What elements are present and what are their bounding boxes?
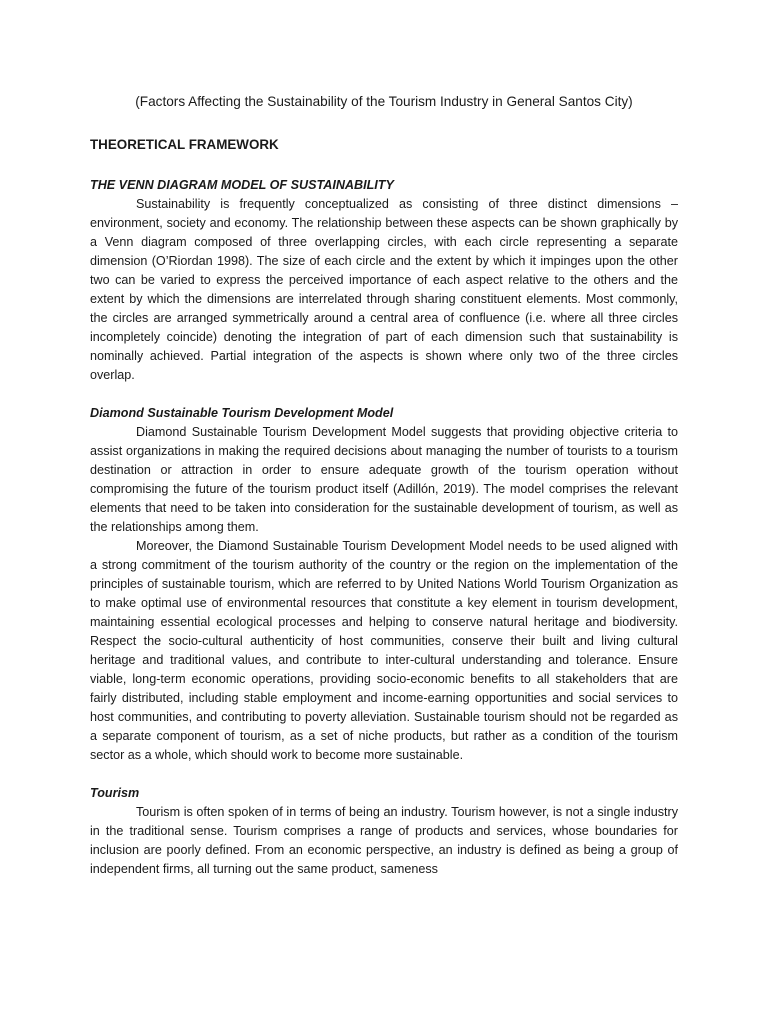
diamond-paragraph-2: Moreover, the Diamond Sustainable Tourism Development Model needs to be used aligned with a strong commitment of the tourism authority of the country or the region on the implementation of the principles of sustainable tourism, which are referred to by United Nations World Tourism Organization as to make optimal use of environmental resources that constitute a key element in tourism development, maintaining essential ecological processes and helping to conserve natural heritage and biodiversity. Respect the socio-cultural authenticity of host communities, conserve their built and living cultural heritage and traditional values, and contribute to inter-cultural understanding and tolerance. Ensure viable, long-term economic operations, providing socio-economic benefits to all stakeholders that are fairly distributed, including stable employment and income-earning opportunities and social services to host communities, and contributing to poverty alleviation. Sustainable tourism should not be regarded as a separate component of tourism, as a set of niche products, but rather as a condition of the tourism sector as a whole, which should work to become more sustainable. [90, 539, 678, 762]
tourism-heading: Tourism [90, 786, 140, 800]
document-page [90, 92, 678, 879]
document-title: (Factors Affecting the Sustainability of the Tourism Industry in General Santos City) [135, 94, 633, 109]
venn-heading: THE VENN DIAGRAM MODEL OF SUSTAINABILITY [90, 178, 394, 192]
section-heading: THEORETICAL FRAMEWORK [90, 137, 279, 152]
diamond-heading: Diamond Sustainable Tourism Development Model [90, 406, 394, 420]
spacer [90, 385, 678, 404]
venn-paragraph: Sustainability is frequently conceptualized as consisting of three distinct dimensions – environment, society and economy. The relationship between these aspects can be shown graphically by a Venn diagram composed of three overlapping circles, with each circle representing a separate dimension (O’Riordan 1998). The size of each circle and the extent by which it impinges upon the other two can be varied to express the perceived importance of each aspect relative to the others and the extent by which the dimensions are interrelated through sharing constituent elements. Most commonly, the circles are arranged symmetrically around a central area of confluence (i.e. where all three circles incompletely coincide) denoting the integration of part of each dimension such that sustainability is nominally achieved. Partial integration of the aspects is shown where only two of the three circles overlap. [90, 197, 678, 382]
diamond-paragraph-1: Diamond Sustainable Tourism Development Model suggests that providing objective criteria to assist organizations in making the required decisions about managing the number of tourists to a tourism destination or attraction in order to ensure adequate growth of the tourism operation without compromising the future of the tourism product itself (Adillón, 2019). The model comprises the relevant elements that need to be taken into consideration for the sustainable development of tourism, as well as the relationships among them. [90, 425, 678, 534]
tourism-paragraph: Tourism is often spoken of in terms of being an industry. Tourism however, is not a single industry in the traditional sense. Tourism comprises a range of products and services, whose boundaries for inclusion are poorly defined. From an economic perspective, an industry is defined as being a group of independent firms, all turning out the same product, sameness [90, 805, 678, 876]
spacer [90, 765, 678, 784]
